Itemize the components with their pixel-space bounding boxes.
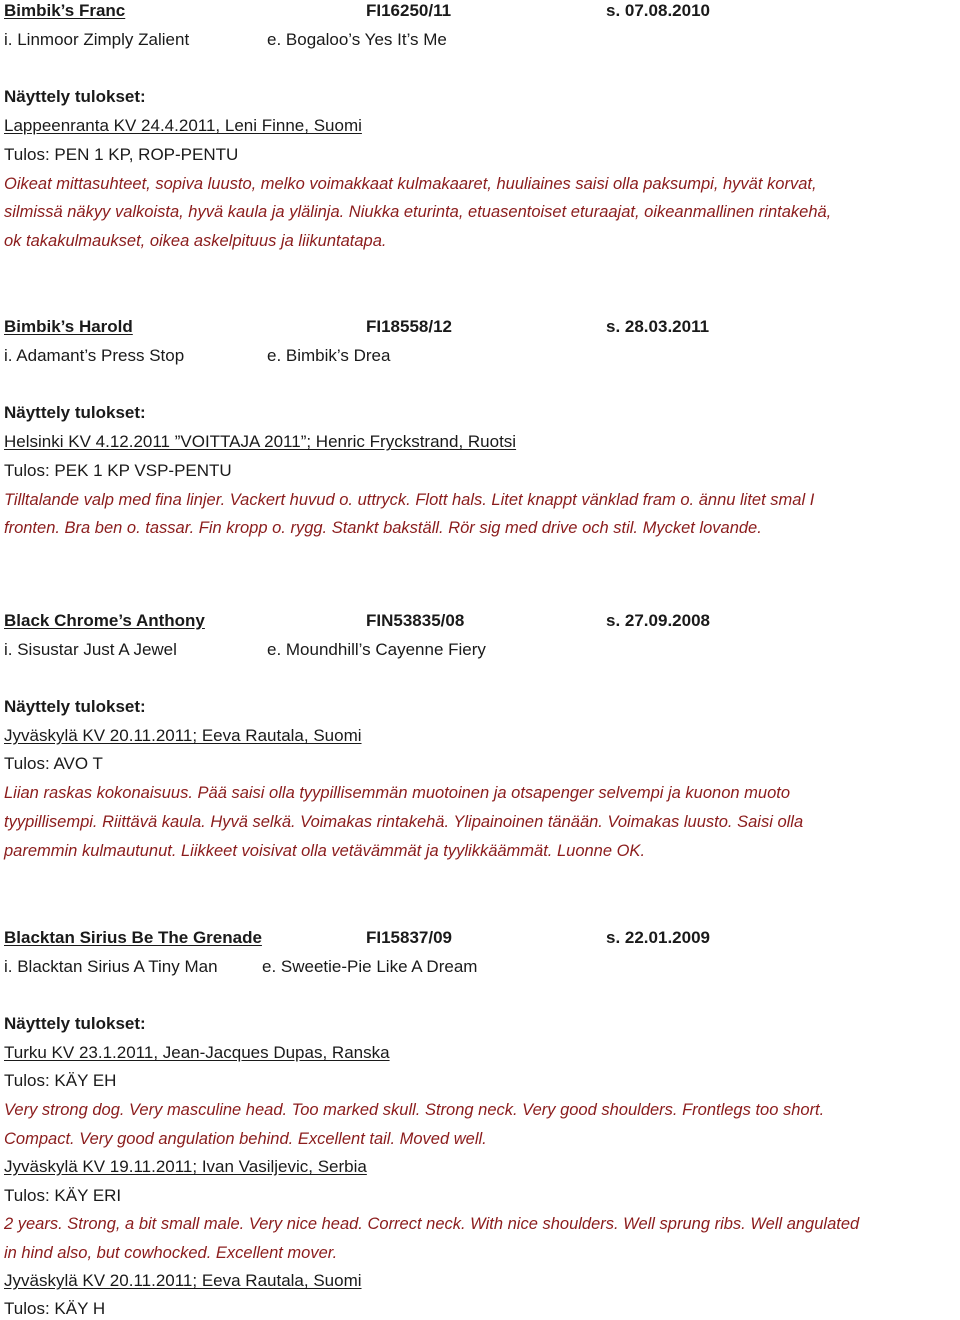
results-label: Näyttely tulokset:	[4, 697, 146, 716]
show-result: Tulos: PEN 1 KP, ROP-PENTU	[4, 145, 239, 164]
show-title: Turku KV 23.1.2011, Jean-Jacques Dupas, Ranska	[4, 1043, 390, 1062]
sire: i. Blacktan Sirius A Tiny Man	[4, 957, 218, 976]
dog-registration: FI18558/12	[366, 317, 453, 336]
sire: i. Sisustar Just A Jewel	[4, 640, 177, 659]
dam: e. Bogaloo’s Yes It’s Me	[267, 30, 447, 49]
dog-name: Blacktan Sirius Be The Grenade	[4, 928, 262, 947]
critique-line: 2 years. Strong, a bit small male. Very nice head. Correct neck. With nice shoulders. Well sprung ribs. Well angulated	[4, 1215, 860, 1233]
results-label: Näyttely tulokset:	[4, 87, 146, 106]
dog-registration: FI15837/09	[366, 928, 453, 947]
show-result: Tulos: PEK 1 KP VSP-PENTU	[4, 461, 232, 480]
results-label: Näyttely tulokset:	[4, 1014, 146, 1033]
critique-line: Liian raskas kokonaisuus. Pää saisi olla tyypillisemmän muotoinen ja otsapenger selvempi ja kuonon muoto	[4, 784, 791, 802]
show-title: Jyväskylä KV 19.11.2011; Ivan Vasiljevic, Serbia	[4, 1157, 367, 1176]
dog-birthdate: s. 07.08.2010	[606, 1, 710, 20]
show-title: Helsinki KV 4.12.2011 ”VOITTAJA 2011”; Henric Fryckstrand, Ruotsi	[4, 432, 517, 451]
show-result: Tulos: KÄY H	[4, 1299, 106, 1318]
sire: i. Adamant’s Press Stop	[4, 346, 185, 365]
show-title: Jyväskylä KV 20.11.2011; Eeva Rautala, Suomi	[4, 1271, 362, 1290]
dog-name: Black Chrome’s Anthony	[4, 611, 205, 630]
dam: e. Bimbik’s Drea	[267, 346, 391, 365]
critique-line: Oikeat mittasuhteet, sopiva luusto, melko voimakkaat kulmakaaret, huuliaines saisi olla paksumpi, hyvät korvat,	[4, 175, 817, 193]
sire: i. Linmoor Zimply Zalient	[4, 30, 190, 49]
show-result: Tulos: KÄY ERI	[4, 1186, 122, 1205]
critique-line: paremmin kulmautunut. Liikkeet voisivat olla vetävämmät ja tyylikkäämmät. Luonne OK.	[4, 842, 646, 860]
dog-registration: FIN53835/08	[366, 611, 465, 630]
dog-registration: FI16250/11	[366, 1, 452, 20]
critique-line: Tilltalande valp med fina linjer. Vackert huvud o. uttryck. Flott hals. Litet knappt vänklad fram o. ännu litet smal I	[4, 491, 815, 509]
critique-line: ok takakulmaukset, oikea askelpituus ja liikuntatapa.	[4, 232, 387, 250]
critique-line: in hind also, but cowhocked. Excellent mover.	[4, 1244, 338, 1262]
dam: e. Moundhill’s Cayenne Fiery	[267, 640, 486, 659]
show-title: Lappeenranta KV 24.4.2011, Leni Finne, Suomi	[4, 116, 362, 135]
critique-line: Very strong dog. Very masculine head. Too marked skull. Strong neck. Very good shoulders. Frontlegs too short.	[4, 1101, 825, 1119]
critique-line: tyypillisempi. Riittävä kaula. Hyvä selkä. Voimakas rintakehä. Ylipainoinen tänään. Voimakas luusto. Saisi olla	[4, 813, 804, 831]
dog-birthdate: s. 22.01.2009	[606, 928, 710, 947]
dog-birthdate: s. 27.09.2008	[606, 611, 710, 630]
results-label: Näyttely tulokset:	[4, 403, 146, 422]
dam: e. Sweetie-Pie Like A Dream	[262, 957, 478, 976]
critique-line: silmissä näkyy valkoista, hyvä kaula ja ylälinja. Niukka eturinta, etuasentoiset eturaajat, oikeanmallinen rintakehä,	[4, 203, 832, 221]
show-result: Tulos: AVO T	[4, 754, 103, 773]
dog-birthdate: s. 28.03.2011	[606, 317, 710, 336]
show-title: Jyväskylä KV 20.11.2011; Eeva Rautala, Suomi	[4, 726, 362, 745]
critique-line: Compact. Very good angulation behind. Excellent tail. Moved well.	[4, 1130, 487, 1148]
dog-name: Bimbik’s Harold	[4, 317, 133, 336]
show-result: Tulos: KÄY EH	[4, 1071, 117, 1090]
dog-name: Bimbik’s Franc	[4, 1, 126, 20]
critique-line: fronten. Bra ben o. tassar. Fin kropp o. rygg. Stankt bakställ. Rör sig med drive och stil. Mycket lovande.	[4, 519, 762, 537]
